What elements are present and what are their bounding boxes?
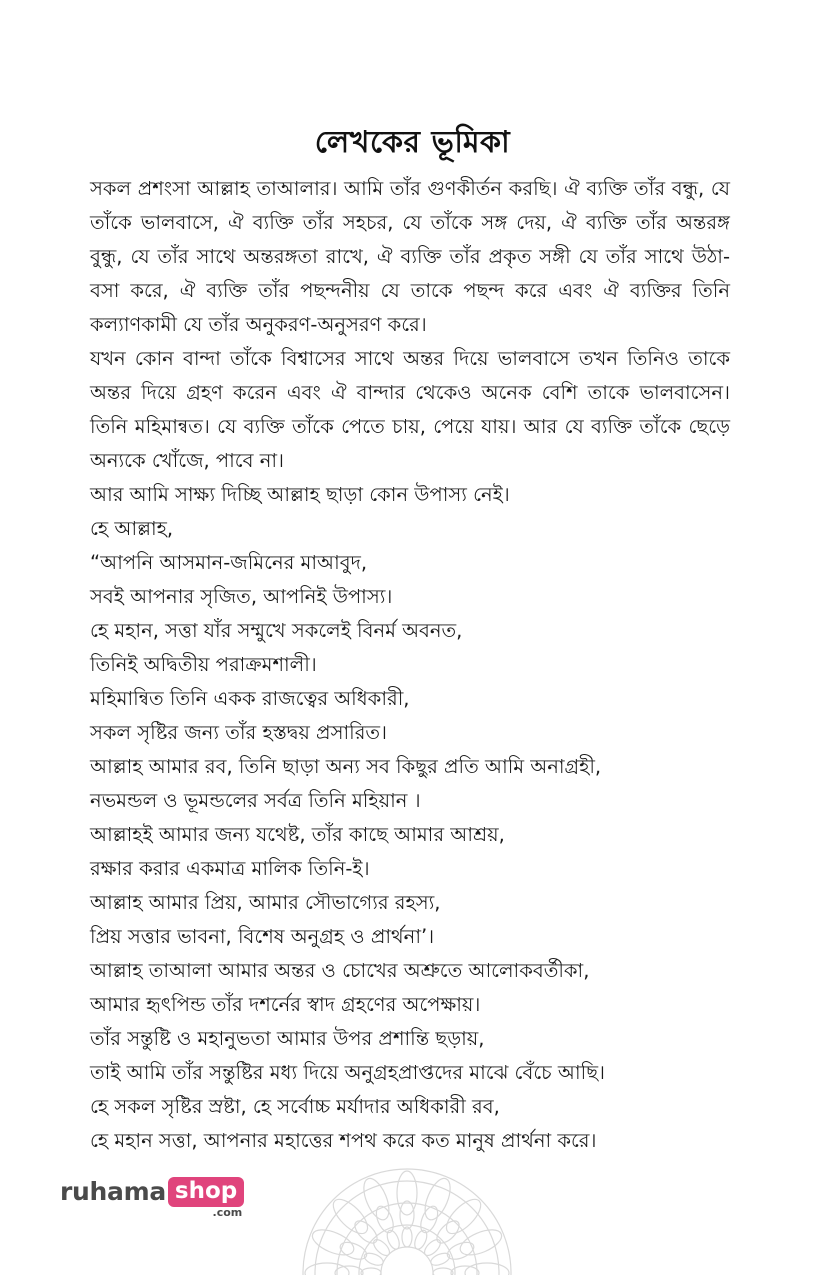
intro-paragraph-2: যখন কোন বান্দা তাঁকে বিশ্বাসের সাথে অন্তর দিয়ে ভালবাসে তখন তিনিও তাকে অন্তর দিয়ে গ্রহণ করেন এবং ঐ বান্দার থেকেও অনেক বেশি তাকে ভালবাসেন। তিনি মহিমান্বত। যে ব্যক্তি তাঁকে পেতে চায়, পেয়ে যায়। আর যে ব্যক্তি তাঁকে ছেড়ে অন্যকে খোঁজে, পাবে না।	[90, 347, 730, 472]
verse-line: আল্লাহ আমার রব, তিনি ছাড়া অন্য সব কিছুর প্রতি আমি অনাগ্রহী,	[90, 755, 602, 778]
verse-line: হে মহান, সত্তা যাঁর সম্মুখে সকলেই বিনর্ম অবনত,	[90, 619, 463, 642]
verse-line: তাঁর সন্তুষ্টি ও মহানুভতা আমার উপর প্রশান্তি ছড়ায়,	[90, 1027, 485, 1050]
page-title: লেখকের ভূমিকা	[314, 125, 511, 160]
mandala-ornament	[302, 1158, 512, 1275]
salutation: হে আল্লাহ,	[90, 517, 174, 540]
logo-domain: .com	[212, 1206, 243, 1219]
logo-text-right: shop	[168, 1177, 244, 1207]
logo-text-left: ruhama	[60, 1177, 166, 1206]
body-text	[90, 172, 730, 1158]
verse-line: সবই আপনার সৃজিত, আপনিই উপাস্য।	[90, 585, 393, 608]
verse-line: আমার হৃৎপিন্ড তাঁর দশর্নের স্বাদ গ্রহণের অপেক্ষায়।	[90, 993, 481, 1016]
verse-line: রক্ষার করার একমাত্র মালিক তিনি-ই।	[90, 857, 370, 880]
intro-paragraph-1: সকল প্রশংসা আল্লাহ তাআলার। আমি তাঁর গুণকীর্তন করছি। ঐ ব্যক্তি তাঁর বন্ধু, যে তাঁকে ভালবাসে, ঐ ব্যক্তি তাঁর সহচর, যে তাঁকে সঙ্গ দেয়, ঐ ব্যক্তি তাঁর অন্তরঙ্গ বুন্ধু, যে তাঁর সাথে অন্তরঙ্গতা রাখে, ঐ ব্যক্তি তাঁর প্রকৃত সঙ্গী যে তাঁর সাথে উঠা-বসা করে, ঐ ব্যক্তি তাঁর পছন্দনীয় যে তাকে পছন্দ করে এবং ঐ ব্যক্তির তিনি কল্যাণকামী যে তাঁর অনুকরণ-অনুসরণ করে।	[90, 177, 730, 336]
verse-line: আল্লাহই আমার জন্য যথেষ্ট, তাঁর কাছে আমার আশ্রয়,	[90, 823, 505, 846]
mandala-icon	[302, 1158, 512, 1275]
verse-line: আল্লাহ আমার প্রিয়, আমার সৌভাগ্যের রহস্য,	[90, 891, 441, 914]
logo-badge	[168, 1177, 244, 1219]
intro-paragraph-3: আর আমি সাক্ষ্য দিচ্ছি আল্লাহ ছাড়া কোন উপাস্য নেই।	[90, 483, 510, 506]
verse-line: তিনিই অদ্বিতীয় পরাক্রমশালী।	[90, 653, 317, 676]
publisher-logo	[60, 1177, 244, 1221]
verse-line: মহিমান্বিত তিনি একক রাজত্বের অধিকারী,	[90, 687, 410, 710]
verse-line: হে সকল সৃষ্টির স্রষ্টা, হে সর্বোচ্চ মর্যাদার অধিকারী রব,	[90, 1095, 500, 1118]
verse-line: আল্লাহ তাআলা আমার অন্তর ও চোখের অশ্রুতে আলোকবর্তীকা,	[90, 959, 590, 982]
verse-line: প্রিয় সত্তার ভাবনা, বিশেষ অনুগ্রহ ও প্রার্থনা’।	[90, 925, 435, 948]
verse-line: তাই আমি তাঁর সন্তুষ্টির মধ্য দিয়ে অনুগ্রহপ্রাপ্তদের মাঝে বেঁচে আছি।	[90, 1061, 605, 1084]
verse-line: সকল সৃষ্টির জন্য তাঁর হস্তদ্বয় প্রসারিত।	[90, 721, 388, 744]
verse-line: হে মহান সত্তা, আপনার মহাত্তের শপথ করে কত মানুষ প্রার্থনা করে।	[90, 1129, 597, 1152]
verse-line: “আপনি আসমান-জমিনের মাআবুদ,	[90, 551, 368, 574]
verse-line: নভমন্ডল ও ভূমন্ডলের সর্বত্র তিনি মহিয়ান ।	[90, 789, 421, 812]
